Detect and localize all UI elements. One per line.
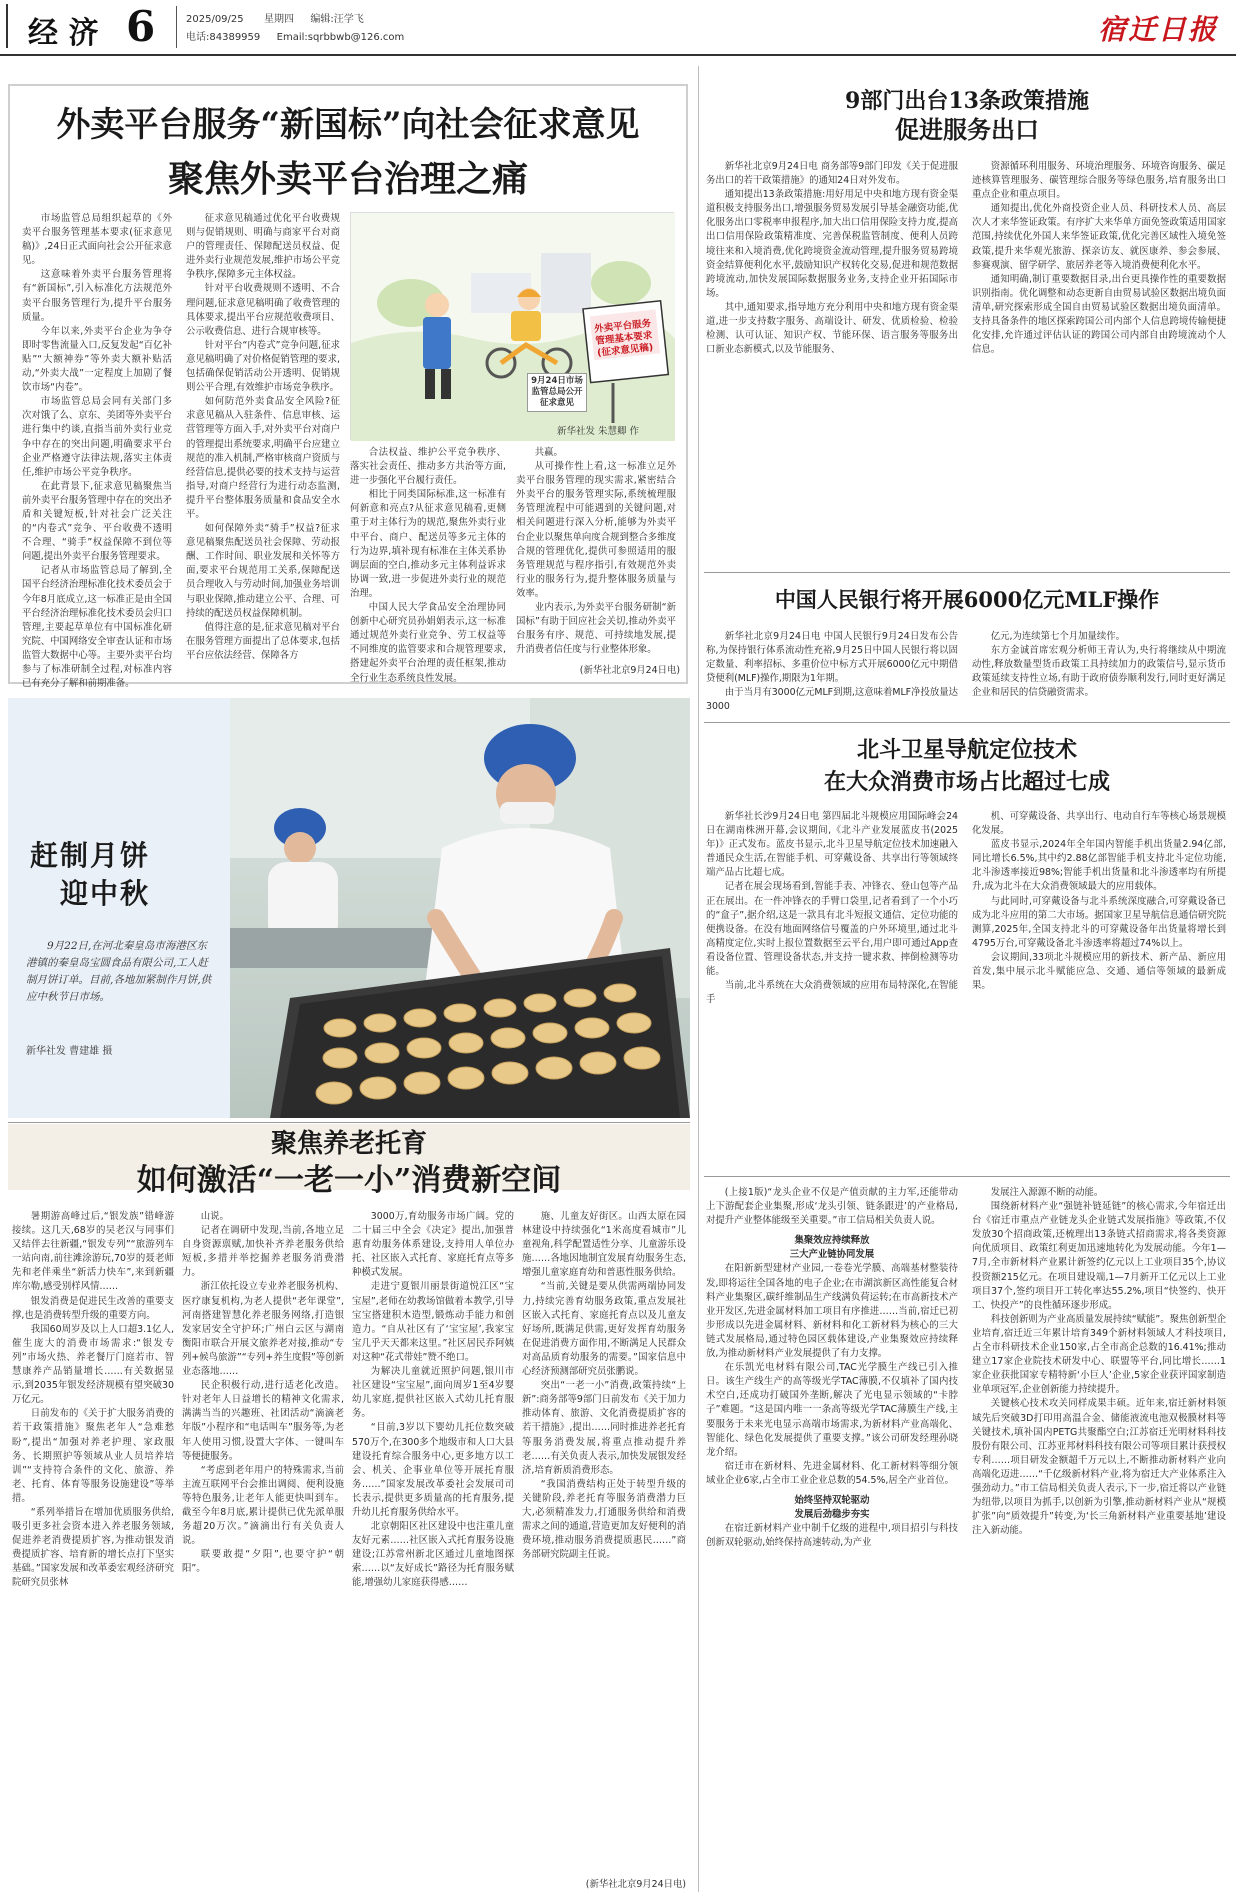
article5-col1: 新华社长沙9月24日电 第四届北斗规模应用国际峰会24日在湖南株洲开幕,会议期间,《北斗产业发展蓝皮书(2025年)》正式发布。蓝皮书显示,北斗卫星导航定位技术加速融入普通民众生活,在智能手机、可穿戴设备、共享出行等领域终端产品占比超七成。 记者在展会现场看到,智能手表、冲锋衣、登山包等产品正在展出。在一件冲锋衣的手臂口袋里,记者看到了一个小巧的“盒子”,据介绍,这是一款具有北斗短报文通信、定位功能的便携设备。在没有地面网络信号覆盖的户外环境里,通过北斗高精度定位,实时上报位置数据至云平台,用户即可通过App查看设备位置、管理设备状态,并支持一键求救、摔倒检测等功能。 当前,北斗系统在大众消费领域的应用布局特深化,在智能手 [706,811,958,1006]
article6-subhead1: 集聚效应持续释放 三大产业链协同发展 [789,1235,875,1261]
article2-source: (新华社北京9月24日电) [585,1879,686,1890]
page-column-separator [698,66,699,1892]
editor-email: Email:sqrbbwb@126.com [276,32,405,43]
article4-col1: 新华社北京9月24日电 中国人民银行9月24日发布公告称,为保持银行体系流动性充裕,9月25日中国人民银行将以固定数量、利率招标、多重价位中标方式开展6000亿元中期借贷便利(MLF)操作,期限为1年期。 由于当月有3000亿元MLF到期,这意味着MLF净投放量达3000 [706,631,958,713]
masthead [0,0,1236,58]
article1-col1: 市场监管总局组织起草的《外卖平台服务管理基本要求(征求意见稿)》,24日正式面向社会公开征求意见。 这意味着外卖平台服务管理将有“新国标”,引入标准化方法规范外卖平台服务管理行为,提升平台服务质量。 今年以来,外卖平台企业为争夺即时零售流量入口,反复发起“百亿补贴”“大额神券”等外卖大额补贴活动,“外卖大战”一定程度上加剧了餐饮市场“内卷”。 市场监管总局会同有关部门多次对饿了么、京东、美团等外卖平台进行集中约谈,直指当前外卖行业竞争中存在的突出问题,明确要求平台企业严格遵守法律法规,落实主体责任,维护市场公平竞争秩序。 在此背景下,征求意见稿聚焦当前外卖平台服务管理中存在的突出矛盾和关键短板,针对社会广泛关注的“内卷式”竞争、平台收费不透明不合理、“骑手”权益保障不到位等问题,提出外卖平台服务管理要求。 记者从市场监管总局了解到,全国平台经济治理标准化技术委员会于今年8月底成立,这一标准正是由全国平台经济治理标准化技术委员会归口管理,主要起草单位有中国标准化研究院、中国网络安全审查认证和市场监管大数据中心等。主要外卖平台均参与了标准研制全过程,对标准内容已有充分了解和前期准备。 [22,213,173,690]
article5-col2: 机、可穿戴设备、共享出行、电动自行车等核心场景规模化发展。 蓝皮书显示,2024年全年国内智能手机出货量2.94亿部,同比增长6.5%,其中约2.88亿部智能手机支持北斗定位功能,北斗渗透率接近98%;智能手机出货量和北斗渗透率均有所提升,成为北斗在大众消费领域最大的应用载体。 与此同时,可穿戴设备与北斗系统深度融合,可穿戴设备已成为北斗应用的第二大市场。据国家卫星导航信息通信研究院测算,2025年,全国支持北斗的可穿戴设备年出货量将增长到4795万台,可穿戴设备北斗渗透率将超过74%以上。 会议期间,33项北斗规模应用的新技术、新产品、新应用首发,集中展示北斗赋能应急、交通、通信等领域的最新成果。 [972,811,1226,992]
article2-title: 聚焦养老托育 [270,1129,427,1159]
article3-col1: 新华社北京9月24日电 商务部等9部门印发《关于促进服务出口的若干政策措施》的通知24日对外发布。 通知提出13条政策措施:用好用足中央和地方现有资金渠道积极支持服务出口,增强服务贸易发展引导基金融资功能,优化服务出口零税率申报程序,加大出口信用保险支持力度,提高出口信用保险政策精准度、完善保税监管制度、便利人员跨境往来和入境消费,优化跨境资金流动管理,提升服务贸易跨境资金结算便利化水平,鼓励知识产权转化交易,促进和规范数据跨境流动,加快发展国际数据服务业务,支持企业开拓国际市场。 其中,通知要求,指导地方充分利用中央和地方现有资金渠道,进一步支持数字服务、高端设计、研发、优质检验、检验检测、认可认证、知识产权、节能环保、语言服务等服务出口新业态新模式,以及节能服务、 [706,161,958,356]
article5-subtitle: 在大众消费市场占比超过七成 [823,769,1110,795]
article5-bottom-rule [704,1176,1230,1177]
mooncake-photo [230,698,690,1118]
section-name: 经 济 [28,16,99,51]
illustration-credit: 新华社发 朱慧卿 作 [557,426,640,437]
article1-col2: 征求意见稿通过优化平台收费规则与促销规则、明确与商家平台对商户的管理责任、保障配送员权益、促进外卖行业规范发展,维护市场公平竞争秩序,保障多元主体权益。 针对平台收费规则不透明、不合理问题,征求意见稿明确了收费管理的具体要求,提出平台应规范收费项目、公示收费信息、进行合规审核等。 针对平台“内卷式”竞争问题,征求意见稿明确了对价格促销管理的要求,包括确保促销活动公开透明、促销规则公平合理,有效维护市场竞争秩序。 如何防范外卖食品安全风险?征求意见稿从入驻条件、信息审核、运营管理等方面入手,对外卖平台对商户的管理提出系统要求,明确平台应建立规范的准入机制,严格审核商户资质与经营信息,提供必要的技术支持与运营指导,对商户经营行为进行动态监测,提升平台整体服务质量和食品安全水平。 如何保障外卖“骑手”权益?征求意见稿聚焦配送员社会保障、劳动报酬、工作时间、职业发展和关怀等方面,要求平台规范用工关系,保障配送员合理收入与劳动时间,加强业务培训与职业保障,推动建立公平、合理、可持续的配送员权益保障机制。 值得注意的是,征求意见稿对平台在服务管理方面提出了总体要求,包括平台应依法经营、保障各方 [186,213,340,661]
article1-col3: 合法权益、维护公平竞争秩序、落实社会责任、推动多方共治等方面,进一步强化平台履行责任。 相比于同类国际标准,这一标准有何新意和亮点?从征求意见稿看,更侧重于对主体行为的规范,聚焦外卖行业中平台、商户、配送员等多元主体的行为边界,填补现有标准在主体关系协调层面的空白,推动多元主体利益诉求协调一致,进一步促进外卖行业的规范治理。 中国人民大学食品安全治理协同创新中心研究员孙娟娟表示,这一标准通过规范外卖行业竞争、劳工权益等不同维度的监管要求和合规管理要求,搭建起外卖平台治理的责任框架,推动全行业生态系统良性发展。 [350,447,506,684]
photo-title-line1: 赶制月饼 [30,839,151,872]
masthead-info-row1 [186,10,364,25]
article1-col4: 共赢。 从可操作性上看,这一标准立足外卖平台服务管理的现实需求,紧密结合外卖平台的服务管理实际,系统梳理服务管理流程中可能遇到的关键问题,对相关问题进行深入分析,能够为外卖平台企业以聚焦单向度合规到整合多维度合规的管理优化,提供可参照适用的服务管理规范与程序指引,有效规范外卖行业的服务行为,提升整体服务质量与效率。 业内表示,为外卖平台服务研制“新国标”有助于回应社会关切,推动外卖平台服务有序、规范、可持续地发展,提升消费者信任度与行业整体形象。 [516,447,676,656]
article4-col2: 亿元,为连续第七个月加量续作。 东方金诚首席宏观分析师王青认为,央行将继续从中期流动性,释放数量型货币政策工具持续加力的政策信号,显示货币政策延续支持性立场,有助于政府债券顺利发行,同时更好满足企业和居民的信贷融资需求。 [972,631,1226,699]
masthead-rule [0,54,1236,56]
article3-subtitle: 促进服务出口 [895,115,1039,144]
masthead-info-row2 [186,28,404,43]
mooncake-photo-svg [230,698,690,1118]
article2-subtitle: 如何激活“一老一小”消费新空间 [136,1163,562,1198]
photo-caption: 9月22日,在河北秦皇岛市海港区东港镇的秦皇岛宝圆食品有限公司,工人赶制月饼订单。目前,各地加紧制作月饼,供应中秋节日市场。 [26,940,212,1003]
masthead-divider [176,6,177,48]
cartoon-illustration [350,212,674,440]
article4-bottom-rule [704,722,1230,723]
article6-col1: (上接1版)“龙头企业不仅是产值贡献的主力军,还能带动上下游配套企业集聚,形成‘龙头引领、链条跟进’的产业格局,对提升产业整体能级至关重要。”市工信局相关负责人说。 集聚效应持续释放 三大产业链协同发展 在阳新新型建材产业园,一卷卷光学膜、高端基材整装待发,即将运往全国各地的电子企业;在市湖滨新区高性能复合材料产业集聚区,碳纤维制品生产线满负荷运转;在市高新技术产业开发区,先进金属材料加工项目有序推进……当前,宿迁已初步形成以先进金属材料、新材料和化工新材料为核心的三大链式发展格局,通过特色园区载体建设,产业集聚效应持续释放,为推动新材料产业发展提供了有力支撑。 在乐凯光电材料有限公司,TAC光学膜生产线已引入推日。该生产线生产的高等级光学TAC薄膜,不仅填补了国内技术空白,还成功打破国外垄断,解决了光电显示领域的“卡脖子”难题。“这是国内唯一一条高等级光学TAC薄膜生产线,主要服务于未来光电显示高端市场需求,为新材料产业高端化、智能化、绿色化发展提供了重要支撑。”该公司研发经理孙晓龙介绍。 宿迁市在新材料、先进金属材料、化工新材料等细分领域业企业6家,占全市工业企业总数的54.5%,居全产业首位。 始终坚持双轮驱动 发展后劲稳步夯实 在宿迁新材料产业中制千亿级的进程中,项目招引与科技创新双轮驱动,始终保持高速转动,为产业 [706,1187,958,1549]
article2-col4: 施、儿童友好街区。山西太原在园林建设中持续强化“1米高度看城市”儿童视角,科学配置适性分享、儿童游乐设施……各地因地制宜发展育幼服务生态,增强儿童家庭育幼和普惠性服务供给。 “当前,关键是要从供需两端协同发力,持续完善育幼服务政策,重点发展社区嵌入式托育、家庭托育点以及儿童友好场所,既满足供需,更好发挥育幼服务在促进消费方面作用,不断满足人民群众对高品质育幼服务的需要。”国家信息中心经济预测部研究员张鹏说。 突出“一老一小”消费,政策持续“上新”:商务部等9部门日前发布《关于加力推动体育、旅游、文化消费提质扩容的若干措施》,提出……同时推进养老托育等服务消费发展,将重点推动提升养老……有关负责人表示,加快发展银发经济,培育新质消费形态。 “我国消费结构正处于转型升级的关键阶段,养老托育等服务消费潜力巨大,必须精准发力,打通服务供给和消费需求之间的通道,营造更加友好便利的消费环境,推动服务消费提质惠民……”商务部研究院副主任说。 [522,1211,686,1561]
editor-name: 编辑:汪学飞 [310,14,364,25]
article2-col2: 山说。 记者在调研中发现,当前,各地立足自身资源禀赋,加快补齐养老服务供给短板,多措并举挖掘养老服务消费潜力。 浙江依托设立专业养老服务机构、医疗康复机构,为老人提供“老年课堂”,河南搭建智慧化养老服务网络,打造银发家居安全守护环;广州白云区与湖南衡阳市联合开展文旅养老对接,推动“专列+候鸟旅游”“专列+养生度假”等创新业态落地…… 民企积极行动,进行适老化改造。针对老年人日益增长的精神文化需求,满满当当的兴趣班、社团活动“滴滴老年版”小程序和“电话叫车”服务等,为老年人使用习惯,设置大字体、一键叫车等便捷服务。 “考虑到老年用户的特殊需求,当前主流互联网平台会推出调阅、便利设施等特色服务,让老年人能更快叫到车。截至今年8月底,累计提供已优先派单服务超20万次。”滴滴出行有关负责人说。 联要敢提“夕阳”,也要守护“朝阳”。 [182,1211,344,1575]
photo-title-line2: 迎中秋 [60,877,151,910]
issue-date: 2025/09/25 [186,14,244,25]
article3-col2: 资源循环利用服务、环境治理服务、环境咨询服务、碳足迹核算管理服务、碳管理综合服务等绿色服务,培育服务出口重点企业和重点项目。 通知提出,优化外商投资企业人员、科研技术人员、高层次人才来华签证政策。有序扩大来华单方面免签政策适用国家范围,持续优化外国人来华签证政策,优化完善区域性入境免签政策,提升来华观光旅游、探亲访友、就医康养、参会参展、参赛观演、留学研学、旅居养老等入境消费便利化水平。 通知明确,制订重要数据目录,出台更具操作性的重要数据识别指南。优化调整和动态更新自由贸易试验区数据出境负面清单,研究探索形成全国自由贸易试验区数据出境负面清单。支持具备条件的地区探索跨国公司内部个人信息跨境传输便捷化安排,允许通过评估认证的跨国公司内部自由跨境流动个人信息。 [972,161,1226,356]
editor-phone: 电话:84389959 [186,32,261,43]
article4-title: 中国人民银行将开展6000亿元MLF操作 [774,587,1160,612]
article6-col2: 发展注入源源不断的动能。 围绕新材料产业“强链补链延链”的核心需求,今年宿迁出台《宿迁市重点产业链龙头企业链式发展指施》等政策,不仅发放30个招商政策,还梳理出13条链式招商需求,将各类资源向优质项目、政策红利更加迅速地转化为发展动能。今年1—7月,全市新材料产业累计新签约亿元以上工业项目35个,协议投资额215亿元。在项目建设端,1—7月新开工亿元以上工业项目37个,签约项目开工转化率达55.2%,项目“快签约、快开工、快投产”的良性循环逐步形成。 科技创新则为产业高质量发展持续“赋能”。聚焦创新型企业培育,宿迁近三年累计培育349个新材料领域人才科技项目,占全市科研技术企业150家,占全市高企总数的16.41%;推动建立17家企业院技术研发中心、联盟等平台,同比增长……1家企业获批国家专精特新‘小巨人’企业,5家企业获评国家制造业单项冠军,企业创新能力持续提升。 关键核心技术攻关同样成果丰硕。近年来,宿迁新材料领域先后突破3D打印用高温合金、储能液流电池双极膜材料等关键技术,填补国内PETG共聚酯空白;江苏宿迁光明材料科技股份有限公司、江苏亚邦材料科技有限公司等项目累计获授权专利……项目研发金额超千万元以上,不断推动新材料产业向高端化迈进……“千亿级新材料产业,将为宿迁大产业体系注入强劲动力。”市工信局相关负责人表示,下一步,宿迁将以产业链为纽带,以项目为抓手,以创新为引擎,推动新材料产业从“规模扩张”向“质效提升”转变,为‘长三角新材料产业重要基地’建设注入新动能。 [972,1187,1226,1537]
article1-source: (新华社北京9月24日电) [579,665,680,676]
paper-logo: 宿迁日报 [1098,13,1219,46]
photo-credit: 新华社发 曹建雄 摄 [26,1046,113,1057]
article6-subhead2: 始终坚持双轮驱动 发展后劲稳步夯实 [794,1494,870,1521]
article2-col3: 3000万,育幼服务市场广阔。党的二十届三中全会《决定》提出,加强普惠育幼服务体系建设,支持用人单位办托、社区嵌入式托育、家庭托育点等多种模式发展。 走进宁夏银川丽景街道悦江区“宝宝屋”,老师在幼教场馆做着本教学,引导宝宝搭建积木造型,锻炼动手能力和创造力。“自从社区有了‘宝宝屋’,我家宝宝几乎天天都来这里。”社区居民乔阿姨对这种“花式带娃”赞不绝口。 为解决儿童就近照护问题,银川市社区建设“宝宝屋”,面向周岁1至4岁婴幼儿家庭,提供社区嵌入式幼儿托育服务。 “目前,3岁以下婴幼儿托位数突破570万个,在300多个地级市和人口大县建设托育综合服务中心,更多地方以工会、机关、企事业单位等开展托育服务……”国家发展改革委社会发展司司长表示,提供更多质量高的托育服务,提升幼儿托育服务供给水平。 北京朝阳区社区建设中也注重儿童友好元素……社区嵌入式托育服务设施建设;江苏常州新北区通过儿童地图探索……以“友好成长”路径为托育服务赋能,增强幼儿家庭获得感…… [352,1211,514,1589]
article1-subtitle: 聚焦外卖平台治理之痛 [167,158,528,200]
article1-title: 外卖平台服务“新国标”向社会征求意见 [56,105,640,145]
article3-title: 9部门出台13条政策措施 [845,88,1089,114]
article2-top-rule [8,1122,690,1123]
article2-col1: 暑期游高峰过后,“银发族”错峰游接续。这几天,68岁的吴老汉与同事们又结伴去往新疆,“银发专列”“旅游列车一站向南,前往滩涂游玩,70岁的聂老师先和老伴乘坐“新活力快车”,来到新疆库尔勒,感受别样风情…… 银发消费是促进民生改善的重要支撑,也是消费转型升级的重要方向。 我国60周岁及以上人口超3.1亿人,催生庞大的消费市场需求:“银发专列”市场火热、养老餐厅门庭若市、智慧康养产品销量增长……有关数据显示,到2035年银发经济规模有望突破30万亿元。 日前发布的《关于扩大服务消费的若干政策措施》聚焦老年人“急难愁盼”,提出“加强对养老护理、家政服务、长期照护等领域从业人员培养培训”“支持符合条件的文化、旅游、养老、托育、体育等服务设施建设”等举措。 “系列举措旨在增加优质服务供给,吸引更多社会资本进入养老服务领域,促进养老消费提质扩容,为推动银发消费提质扩容、培育新的增长点打下坚实基础。”国家发展和改革委宏观经济研究院研究员张林 [12,1211,174,1589]
page-number: 6 [126,2,156,51]
illustration-doc-label: 外卖平台服务管理基本要求(征求意见稿) [593,318,654,359]
issue-weekday: 星期四 [264,14,295,25]
masthead-left-border [6,4,8,48]
article5-title: 北斗卫星导航定位技术 [856,737,1077,763]
article3-bottom-rule [704,572,1230,573]
illustration-date-tag: 9月24日市场监管总局公开征求意见 [527,373,587,412]
